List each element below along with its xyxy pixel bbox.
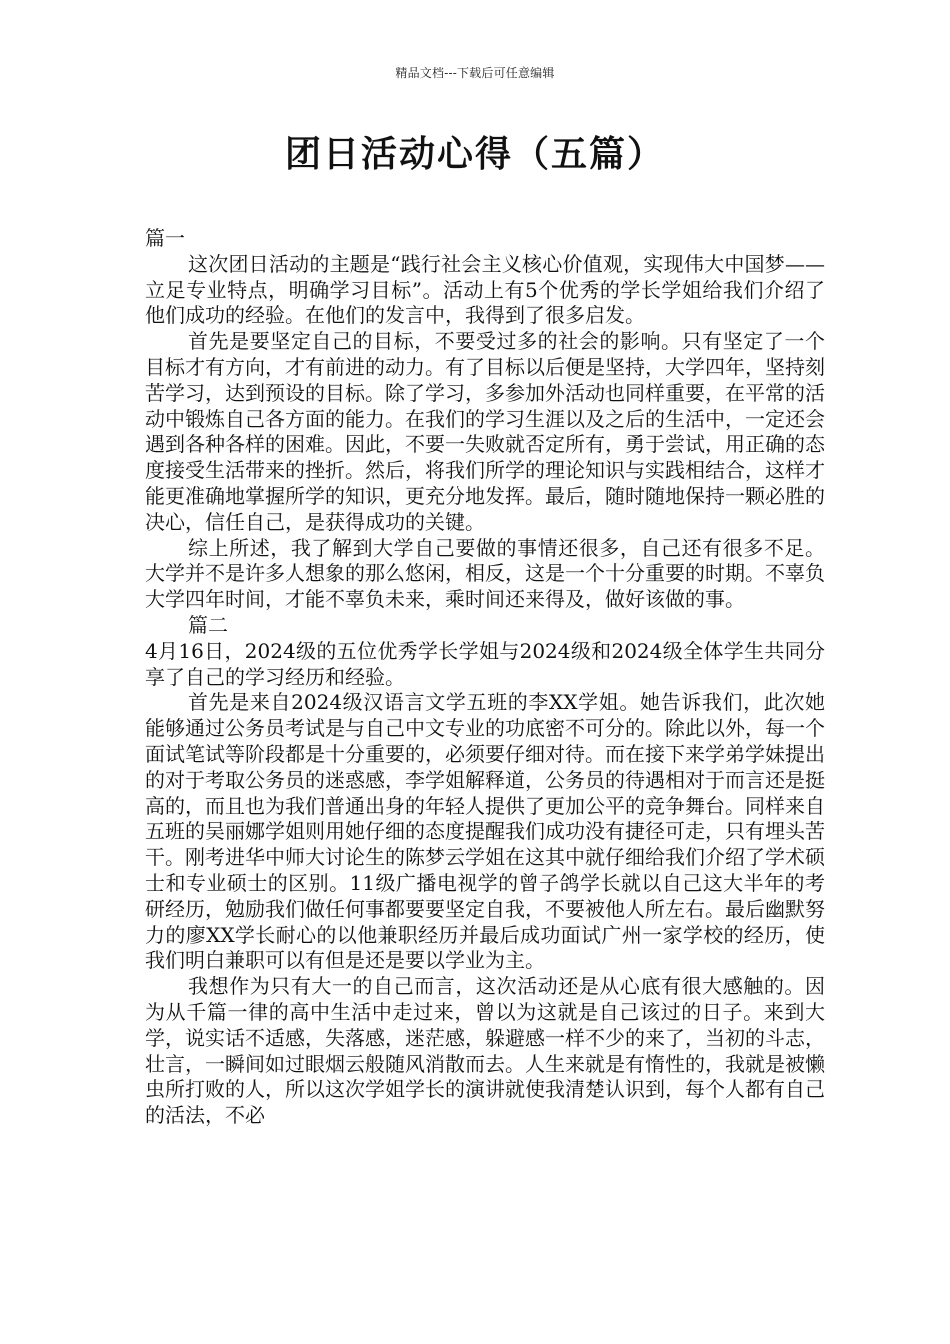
paragraph: 首先是要坚定自己的目标，不要受过多的社会的影响。只有坚定了一个目标才有方向，才有前进的动力。有了目标以后便是坚持，大学四年，坚持刻苦学习，达到预设的目标。除了学习，多参加外活动也同样重要，在平常的活动中锻炼自己各方面的能力。在我们的学习生涯以及之后的生活中，一定还会遇到各种各样的困难。因此，不要一失败就否定所有，勇于尝试，用正确的态度接受生活带来的挫折。然后，将我们所学的理论知识与实践相结合，这样才能更准确地掌握所学的知识，更充分地发挥。最后，随时随地保持一颗必胜的决心，信任自己，是获得成功的关键。 (145, 329, 825, 534)
section-heading-2: 篇二 (188, 612, 228, 637)
page-header: 精品文档---下载后可任意编辑 (395, 66, 555, 80)
paragraph: 首先是来自2024级汉语言文学五班的李XX学姐。她告诉我们，此次她能够通过公务员考试是与自己中文专业的功底密不可分的。除此以外，每一个面试笔试等阶段都是十分重要的，必须要仔细对待。而在接下来学弟学妹提出的对于考取公务员的迷惑感，李学姐解释道，公务员的待遇相对于而言还是挺高的，而且也为我们普通出身的年轻人提供了更加公平的竞争舞台。同样来自五班的吴丽娜学姐则用她仔细的态度提醒我们成功没有捷径可走，只有埋头苦干。刚考进华中师大讨论生的陈梦云学姐在这其中就仔细给我们介绍了学术硕士和专业硕士的区别。11级广播电视学的曾子鸽学长就以自己这大半年的考研经历，勉励我们做任何事都要要坚定自我，不要被他人所左右。最后幽默努力的廖XX学长耐心的以他兼职经历并最后成功面试广州一家学校的经历，使我们明白兼职可以有但是还是要以学业为主。 (145, 690, 825, 973)
paragraph: 这次团日活动的主题是“践行社会主义核心价值观，实现伟大中国梦——立足专业特点，明确学习目标”。活动上有5个优秀的学长学姐给我们介绍了他们成功的经验。在他们的发言中，我得到了很多启发。 (145, 251, 825, 328)
paragraph: 我想作为只有大一的自己而言，这次活动还是从心底有很大感触的。因为从千篇一律的高中生活中走过来，曾以为这就是自己该过的日子。来到大学，说实话不适感，失落感，迷茫感，躲避感一样不少的来了，当初的斗志，壮言，一瞬间如过眼烟云般随风消散而去。人生来就是有惰性的，我就是被懒虫所打败的人，所以这次学姐学长的演讲就使我清楚认识到，每个人都有自己的活法，不必 (145, 974, 825, 1128)
document-title: 团日活动心得（五篇） (284, 134, 665, 175)
section-heading-1: 篇一 (145, 226, 185, 250)
paragraph: 4月16日，2024级的五位优秀学长学姐与2024级和2024级全体学生共同分享了自己的学习经历和经验。 (145, 638, 825, 689)
paragraph: 综上所述，我了解到大学自己要做的事情还很多，自己还有很多不足。大学并不是许多人想象的那么悠闲，相反，这是一个十分重要的时期。不辜负大学四年时间，才能不辜负未来，乘时间还来得及，做好该做的事。 (145, 535, 825, 612)
document-body (145, 226, 825, 1129)
